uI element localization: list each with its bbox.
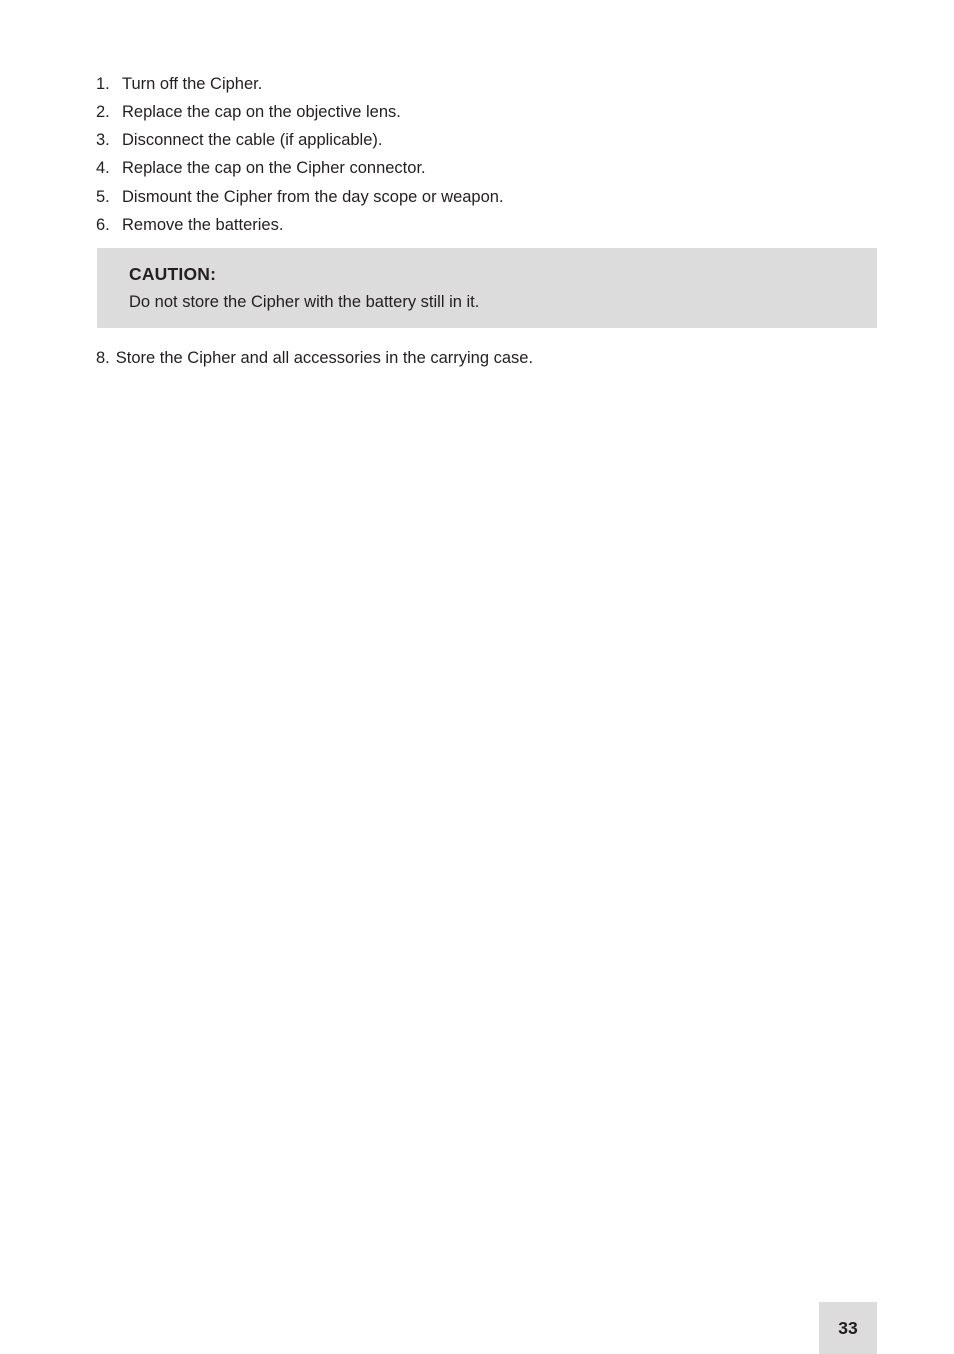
step-text: Replace the cap on the Cipher connector. xyxy=(122,159,426,178)
step-number: 1. xyxy=(96,74,110,93)
final-step xyxy=(96,349,533,368)
step-number: 6. xyxy=(96,215,110,234)
step-text: Replace the cap on the objective lens. xyxy=(122,103,401,122)
step-number: 2. xyxy=(96,103,110,122)
list-item xyxy=(96,155,504,183)
list-item xyxy=(96,70,504,98)
list-item xyxy=(96,98,504,126)
step-number: 3. xyxy=(96,131,110,150)
page-number: 33 xyxy=(819,1302,877,1354)
step-text: Remove the batteries. xyxy=(122,215,284,234)
caution-callout xyxy=(97,248,877,328)
step-text: Disconnect the cable (if applicable). xyxy=(122,131,383,150)
step-text: Turn off the Cipher. xyxy=(122,74,263,93)
caution-title: CAUTION: xyxy=(129,264,217,284)
step-text: Store the Cipher and all accessories in the carrying case. xyxy=(115,349,534,367)
step-text: Dismount the Cipher from the day scope or weapon. xyxy=(122,187,504,206)
step-number: 8. xyxy=(96,349,110,367)
step-number: 4. xyxy=(96,159,110,178)
list-item xyxy=(96,183,504,211)
step-number: 5. xyxy=(96,187,110,206)
caution-text: Do not store the Cipher with the battery still in it. xyxy=(129,293,480,311)
procedure-steps-list xyxy=(96,70,504,239)
list-item xyxy=(96,211,504,239)
list-item xyxy=(96,126,504,154)
